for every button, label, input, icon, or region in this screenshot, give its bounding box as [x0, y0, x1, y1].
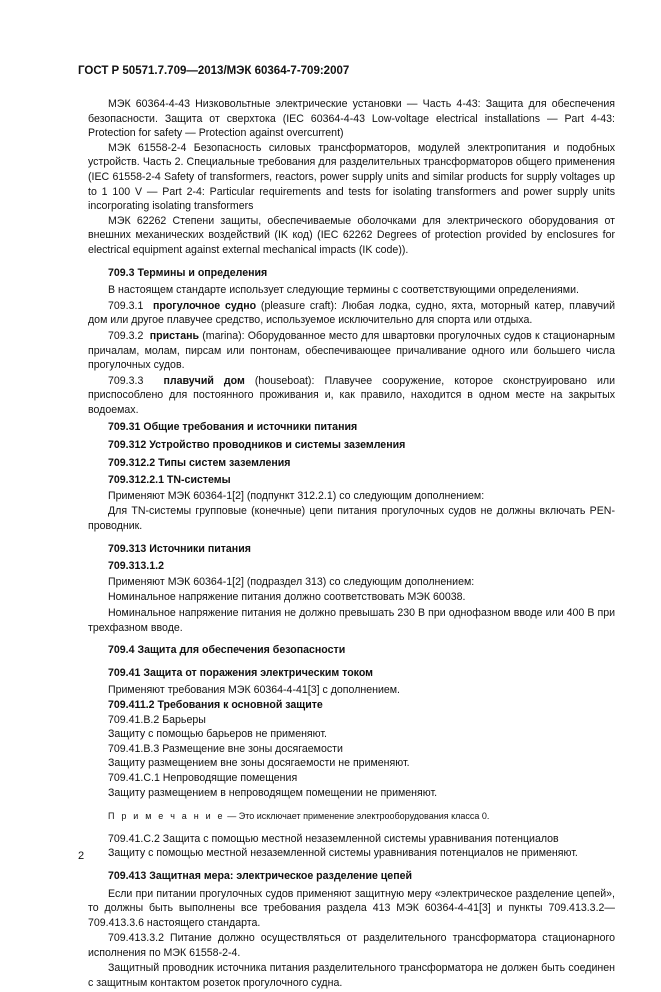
section-709-313-heading: 709.313 Источники питания	[108, 542, 251, 555]
reference-iec-62262: МЭК 62262 Степени защиты, обеспечиваемые оболочками для электрического оборудования от внешних механических воздействий (IK код) (IEC 62262 Degrees of protection provided by enclosures for electrical equipment against external mechanical impacts (IK code)).	[88, 214, 615, 256]
section-709-312-2-1-heading: 709.312.2.1 TN-системы	[108, 474, 231, 487]
term-definition: (pleasure craft): Любая лодка, судно, яхта, моторный катер, плавучий дом или другое плавучее средство, используемое исключительно для спорта или отдыха.	[88, 299, 616, 327]
paragraph: Применяют требования МЭК 60364-4-41[3] с дополнением.	[108, 684, 401, 697]
clause-c1-title: 709.41.С.1 Непроводящие помещения	[108, 771, 298, 784]
paragraph: Для TN-системы групповые (конечные) цепи питания прогулочных судов не должны включать PEN-проводник.	[88, 505, 615, 533]
term-definition: (houseboat): Плавучее сооружение, которое сконструировано или приспособлено для постоянного проживания и, как правило, находится в одном месте на закрытых водоемах.	[88, 374, 615, 416]
clause-b2-title: 709.41.В.2 Барьеры	[108, 713, 206, 726]
term-number: 709.3.2	[108, 329, 144, 342]
term-pleasure-craft	[88, 299, 615, 328]
reference-iec-60364-4-43: МЭК 60364-4-43 Низковольтные электрические установки — Часть 4-43: Защита для обеспечения безопасности. Защита от сверхтока (IEC 60364-4-43 Low-voltage electrical installations — Part 4-43: Protection for safety — Protection against overcurrent)	[88, 98, 615, 140]
clause-c2-title: 709.41.С.2 Защита с помощью местной незаземленной системы уравнивания потенциалов	[108, 832, 559, 845]
note-label: П р и м е ч а н и е	[108, 811, 225, 822]
term-number: 709.3.3	[108, 374, 144, 387]
paragraph: 709.413.3.2 Питание должно осуществляться от разделительного трансформатора стационарного исполнения по МЭК 61558-2-4.	[88, 932, 615, 959]
note	[88, 809, 615, 824]
term-houseboat	[88, 374, 615, 418]
term-name: плавучий дом	[163, 374, 245, 387]
paragraph: Номинальное напряжение питания не должно превышать 230 В при однофазном вводе или 400 В при трехфазном вводе.	[88, 607, 615, 634]
term-marina	[88, 329, 615, 373]
paragraph: Номинальное напряжение питания должно соответствовать МЭК 60038.	[108, 591, 466, 604]
section-709-312-2-heading: 709.312.2 Типы систем заземления	[108, 456, 291, 469]
clause-c2-text: Защиту с помощью местной незаземленной системы уравнивания потенциалов не применяют.	[108, 847, 578, 860]
note-text: — Это исключает применение электрооборудования класса 0.	[227, 811, 490, 822]
clause-b3-title: 709.41.В.3 Размещение вне зоны досягаемости	[108, 742, 343, 755]
term-definition: (marina): Оборудованное место для швартовки прогулочных судов к стационарным причалам, молам, пирсам или понтонам, обеспечивающее причаливание одного или большего числа прогулочных судов.	[88, 329, 616, 372]
clause-c1-text: Защиту размещением в непроводящем помещении не применяют.	[108, 786, 438, 799]
paragraph: Если при питании прогулочных судов применяют защитную меру «электрическое разделение цепей», то должны быть выполнены все требования раздела 413 МЭК 60364-4-41[3] и пункты 709.413.3.2—709.413.3.6 настоящего стандарта.	[88, 887, 615, 929]
clause-b2-text: Защиту с помощью барьеров не применяют.	[108, 728, 328, 741]
section-709-4-heading: 709.4 Защита для обеспечения безопасности	[108, 644, 346, 657]
paragraph: Применяют МЭК 60364-1[2] (подпункт 312.2.1) со следующим дополнением:	[108, 489, 485, 502]
clause-b3-text: Защиту размещением вне зоны досягаемости не применяют.	[108, 757, 410, 770]
section-709-31-heading: 709.31 Общие требования и источники питания	[108, 421, 358, 434]
reference-iec-61558-2-4: МЭК 61558-2-4 Безопасность силовых трансформаторов, модулей электропитания и подобных устройств. Часть 2. Специальные требования для разделительных трансформаторов общего применения (IEC 61558-2-4 Safety of transformers, reactors, power supply units and similar products for supply voltages up to 1 100 V — Part 2-4: Particular requirements and tests for isolating transformers and power supply units incorporating isolating transformers	[88, 141, 615, 213]
document-header: ГОСТ Р 50571.7.709—2013/МЭК 60364-7-709:2007	[78, 65, 350, 77]
paragraph: Защитный проводник источника питания разделительного трансформатора не должен быть соединен с защитным контактом розеток прогулочного судна.	[88, 962, 615, 990]
page-body	[88, 97, 615, 992]
term-number: 709.3.1	[108, 299, 144, 312]
page-number: 2	[78, 850, 85, 862]
section-709-3-intro: В настоящем стандарте использует следующие термины с соответствующими определениями.	[108, 284, 579, 297]
section-709-41-heading: 709.41 Защита от поражения электрическим током	[108, 666, 373, 679]
section-709-3-heading: 709.3 Термины и определения	[108, 266, 268, 279]
section-709-411-2-heading: 709.411.2 Требования к основной защите	[108, 698, 323, 711]
section-709-312-heading: 709.312 Устройство проводников и системы заземления	[108, 439, 406, 452]
term-name: прогулочное судно	[152, 299, 257, 312]
section-709-313-1-2-heading: 709.313.1.2	[108, 560, 164, 573]
section-709-413-heading: 709.413 Защитная мера: электрическое разделение цепей	[108, 869, 412, 882]
term-name: пристань	[149, 329, 200, 342]
paragraph: Применяют МЭК 60364-1[2] (подраздел 313) со следующим дополнением:	[108, 575, 475, 588]
